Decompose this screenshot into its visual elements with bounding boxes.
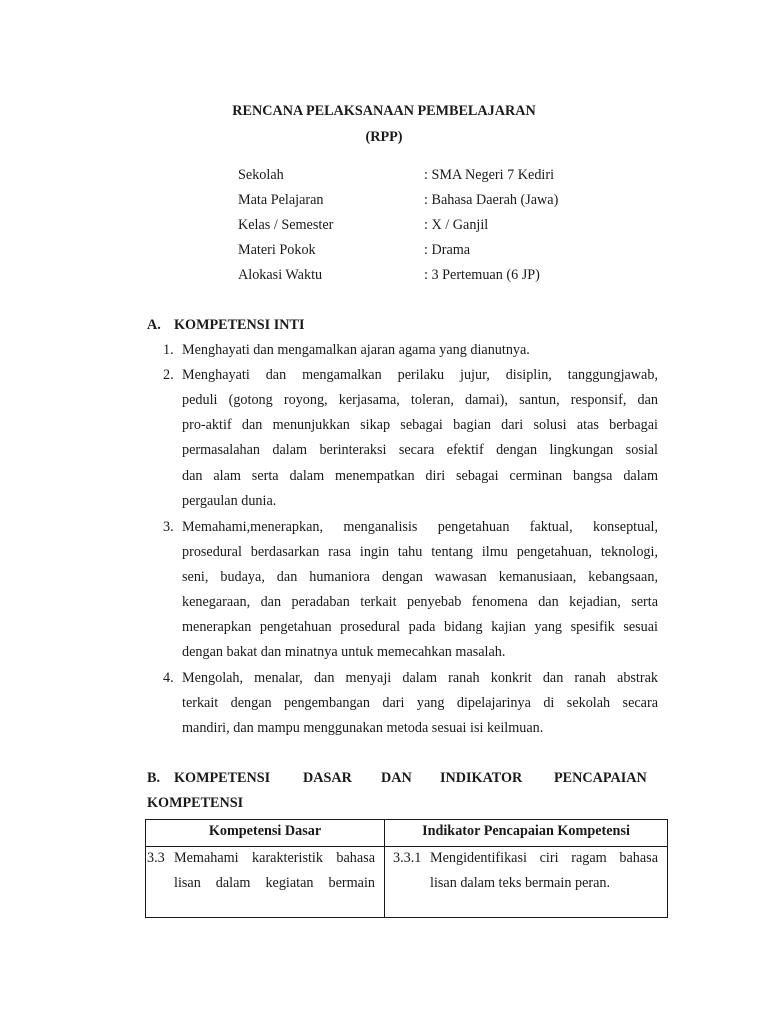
table-border-right xyxy=(667,819,668,918)
list-item-line: Menghayati dan mengamalkan ajaran agama yang dianutnya. xyxy=(182,342,530,358)
list-item-line: seni, budaya, dan humaniora dengan wawasan kemanusiaan, kebangsaan, xyxy=(182,569,658,585)
list-item-number: 2. xyxy=(163,367,174,383)
identity-label: Sekolah xyxy=(238,167,284,183)
section-b-heading-line2: KOMPETENSI xyxy=(147,795,244,811)
list-item-line: terkait dengan pengembangan dari yang dipelajarinya di sekolah secara xyxy=(182,695,658,711)
list-item-line: Memahami,menerapkan, menganalisis pengetahuan faktual, konseptual, xyxy=(182,519,658,535)
section-b-heading-word: INDIKATOR xyxy=(440,770,523,786)
list-item-line: pergaulan dunia. xyxy=(182,493,277,509)
identity-value: : X / Ganjil xyxy=(424,217,489,233)
section-b-marker: B. xyxy=(147,770,161,786)
identity-value: : Bahasa Daerah (Jawa) xyxy=(424,192,559,208)
identity-label: Kelas / Semester xyxy=(238,217,334,233)
table-header-indicator: Indikator Pencapaian Kompetensi xyxy=(422,823,630,839)
table-border-top xyxy=(145,819,668,820)
section-b-heading-word: PENCAPAIAN xyxy=(554,770,647,786)
identity-label: Materi Pokok xyxy=(238,242,316,258)
list-item-line: peduli (gotong royong, kerjasama, toleran, damai), santun, responsif, dan xyxy=(182,392,658,408)
list-item-line: pro-aktif dan menunjukkan sikap sebagai bagian dari solusi atas berbagai xyxy=(182,417,658,433)
kd-number: 3.3 xyxy=(147,850,165,866)
list-item-line: menerapkan pengetahuan prosedural pada bidang kajian yang spesifik sesuai xyxy=(182,619,658,635)
section-a-heading: KOMPETENSI INTI xyxy=(174,317,305,333)
list-item-number: 1. xyxy=(163,342,174,358)
identity-value: : Drama xyxy=(424,242,471,258)
kd-line: Memahami karakteristik bahasa xyxy=(174,850,375,866)
section-a-marker: A. xyxy=(147,317,161,333)
table-header-divider xyxy=(145,846,668,847)
identity-value: : SMA Negeri 7 Kediri xyxy=(424,167,555,183)
kd-line: lisan dalam kegiatan bermain xyxy=(174,875,375,891)
document-subtitle: (RPP) xyxy=(365,129,403,145)
list-item-line: prosedural berdasarkan rasa ingin tahu tentang ilmu pengetahuan, teknologi, xyxy=(182,544,658,560)
list-item-line: kenegaraan, dan peradaban terkait penyebab fenomena dan kejadian, serta xyxy=(182,594,658,610)
identity-label: Mata Pelajaran xyxy=(238,192,324,208)
list-item-line: permasalahan dalam berinteraksi secara efektif dengan lingkungan sosial xyxy=(182,442,658,458)
list-item-number: 3. xyxy=(163,519,174,535)
list-item-line: Mengolah, menalar, dan menyaji dalam ranah konkrit dan ranah abstrak xyxy=(182,670,658,686)
list-item-line: Menghayati dan mengamalkan perilaku jujur, disiplin, tanggungjawab, xyxy=(182,367,658,383)
list-item-line: dan alam serta dalam menempatkan diri sebagai cerminan bangsa dalam xyxy=(182,468,658,484)
list-item-line: mandiri, dan mampu menggunakan metoda sesuai isi keilmuan. xyxy=(182,720,544,736)
list-item-number: 4. xyxy=(163,670,174,686)
indicator-number: 3.3.1 xyxy=(393,850,422,866)
indicator-line: lisan dalam teks bermain peran. xyxy=(430,875,611,891)
list-item-line: dengan bakat dan minatnya untuk memecahkan masalah. xyxy=(182,644,506,660)
table-header-kd: Kompetensi Dasar xyxy=(208,823,322,839)
document-title: RENCANA PELAKSANAAN PEMBELAJARAN xyxy=(232,103,536,119)
section-b-heading-word: DASAR xyxy=(303,770,352,786)
section-b-heading-word: DAN xyxy=(381,770,412,786)
table-border-bottom xyxy=(145,917,668,918)
identity-value: : 3 Pertemuan (6 JP) xyxy=(424,267,540,283)
identity-label: Alokasi Waktu xyxy=(238,267,323,283)
section-b-heading-word: KOMPETENSI xyxy=(174,770,271,786)
indicator-line: Mengidentifikasi ciri ragam bahasa xyxy=(430,850,658,866)
